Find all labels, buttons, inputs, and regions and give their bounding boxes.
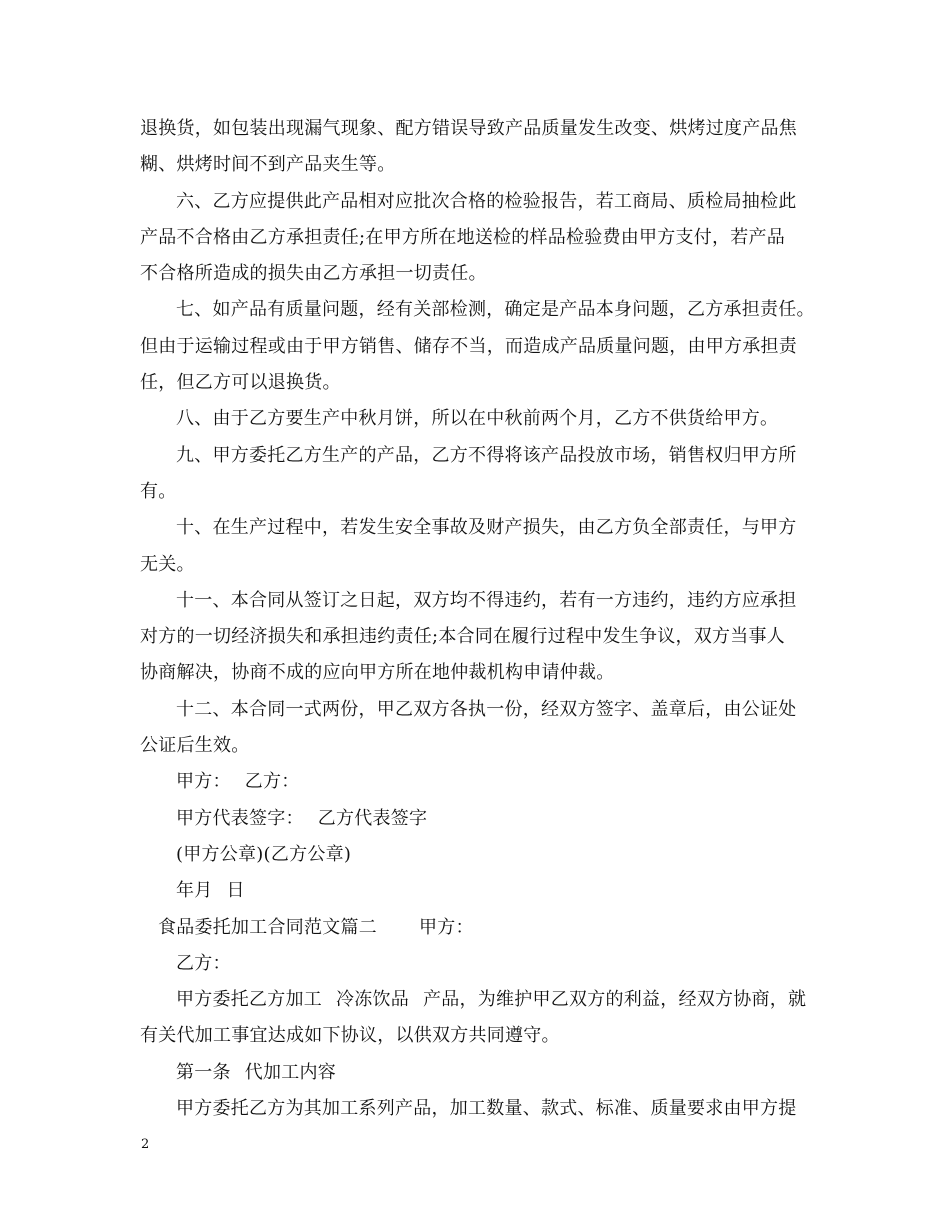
clause-twelve-line: 十二、本合同一式两份，甲乙双方各执一份，经双方签字、盖章后，由公证处 bbox=[176, 698, 797, 720]
article-number: 第一条 bbox=[176, 1061, 231, 1083]
second-contract-heading-line bbox=[140, 910, 816, 946]
processing-intro-end: 产品，为维护甲乙双方的利益，经双方协商，就 bbox=[423, 989, 807, 1011]
second-contract-party-a-label: 甲方： bbox=[419, 916, 474, 938]
clause-nine-line: 九、甲方委托乙方生产的产品，乙方不得将该产品投放市场，销售权归甲方所 bbox=[176, 444, 797, 466]
paragraph-line: 产品不合格由乙方承担责任;在甲方所在地送检的样品检验费由甲方支付，若产品 bbox=[140, 226, 786, 248]
processing-intro-start: 甲方委托乙方加工 bbox=[176, 989, 322, 1011]
party-a-representative-label: 甲方代表签字： bbox=[176, 807, 304, 829]
product-type: 冷冻饮品 bbox=[336, 989, 409, 1011]
contract-body-text bbox=[140, 111, 816, 1127]
article-one-heading bbox=[140, 1055, 816, 1091]
paragraph-line: 但由于运输过程或由于甲方销售、储存不当，而造成产品质量问题，由甲方承担责 bbox=[140, 335, 797, 357]
clause-eleven-line: 十一、本合同从签订之日起，双方均不得违约，若有一方违约，违约方应承担 bbox=[176, 589, 797, 611]
party-b-representative-label: 乙方代表签字 bbox=[317, 807, 428, 829]
paragraph-line: 不合格所造成的损失由乙方承担一切责任。 bbox=[140, 263, 487, 285]
year-month-label: 年月 bbox=[176, 880, 213, 902]
paragraph-line: 任，但乙方可以退换货。 bbox=[140, 372, 341, 394]
paragraph-line: 对方的一切经济损失和承担违约责任;本合同在履行过程中发生争议，双方当事人 bbox=[140, 626, 786, 648]
second-contract-party-b-line: 乙方： bbox=[176, 952, 231, 974]
paragraph-line: 协商解决，协商不成的应向甲方所在地仲裁机构申请仲裁。 bbox=[140, 662, 615, 684]
clause-six-line: 六、乙方应提供此产品相对应批次合格的检验报告，若工商局、质检局抽检此 bbox=[176, 190, 797, 212]
second-contract-title: 食品委托加工合同范文篇二 bbox=[158, 916, 377, 938]
company-seal-line: (甲方公章)(乙方公章) bbox=[176, 843, 352, 865]
clause-seven-line: 七、如产品有质量问题，经有关部检测，确定是产品本身问题，乙方承担责任。 bbox=[176, 299, 815, 321]
paragraph-line: 有。 bbox=[140, 480, 177, 502]
clause-eight-line: 八、由于乙方要生产中秋月饼，所以在中秋前两个月，乙方不供货给甲方。 bbox=[176, 408, 779, 430]
paragraph-line: 公证后生效。 bbox=[140, 735, 250, 757]
day-label: 日 bbox=[226, 880, 245, 902]
party-a-label: 甲方： bbox=[176, 771, 231, 793]
paragraph-line: 无关。 bbox=[140, 553, 195, 575]
date-line bbox=[140, 873, 816, 909]
article-one-first-line: 甲方委托乙方为其加工系列产品，加工数量、款式、标准、质量要求由甲方提 bbox=[176, 1098, 797, 1120]
party-b-label: 乙方： bbox=[244, 771, 300, 793]
paragraph-line: 糊、烘烤时间不到产品夹生等。 bbox=[140, 154, 396, 176]
article-title: 代加工内容 bbox=[244, 1061, 336, 1083]
clause-ten-line: 十、在生产过程中，若发生安全事故及财产损失，由乙方负全部责任，与甲方 bbox=[176, 517, 797, 539]
processing-intro-line bbox=[140, 982, 816, 1018]
party-signature-line bbox=[140, 764, 816, 800]
representative-signature-line bbox=[140, 801, 816, 837]
paragraph-line: 有关代加工事宜达成如下协议，以供双方共同遵守。 bbox=[140, 1025, 560, 1047]
page-number: 2 bbox=[141, 1137, 150, 1152]
paragraph-line: 退换货，如包装出现漏气现象、配方错误导致产品质量发生改变、烘烤过度产品焦 bbox=[140, 118, 797, 139]
